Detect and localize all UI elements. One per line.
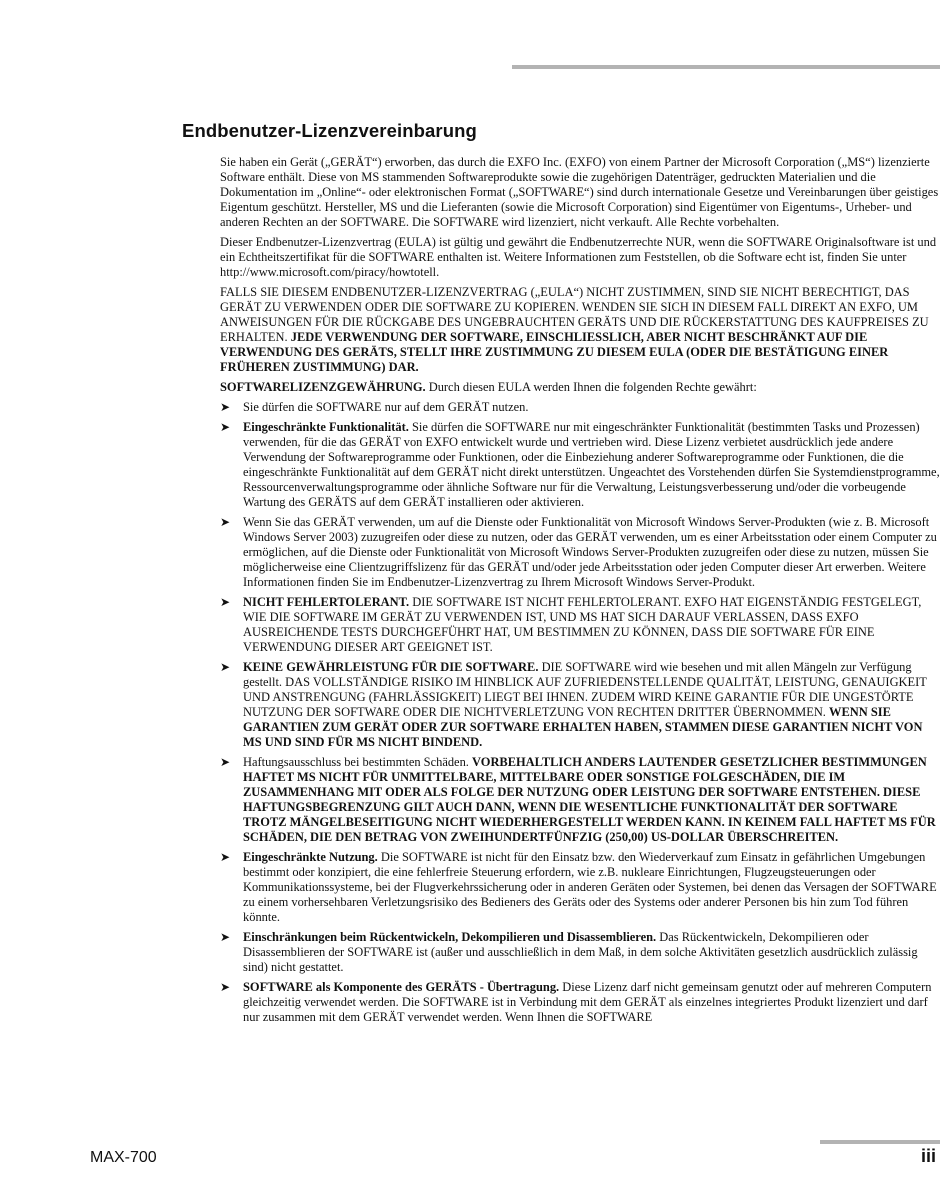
list-item: [220, 755, 940, 845]
header-rule: [512, 65, 940, 69]
consent-paragraph: [220, 285, 940, 375]
item-text: Diese Lizenz darf nicht gemeinsam genutzt oder auf mehreren Computern gleichzeitig verwendet werden. Die SOFTWARE ist in Verbindung mit dem GERÄT als einzelnes integriertes Produkt lizenziert und darf nur zusammen mit dem GERÄT verwendet werden. Wenn Ihnen die SOFTWARE: [243, 980, 932, 1024]
arrow-bullet-icon: ➤: [220, 755, 231, 769]
item-text: Sie dürfen die SOFTWARE nur auf dem GERÄT nutzen.: [243, 400, 529, 414]
arrow-bullet-icon: ➤: [220, 400, 231, 414]
list-item: [220, 660, 940, 750]
consent-bold-text: JEDE VERWENDUNG DER SOFTWARE, EINSCHLIESSLICH, ABER NICHT BESCHRÄNKT AUF DIE VERWENDUNG DES GERÄTS, STELLT IHRE ZUSTIMMUNG ZU DIESEM EULA (ODER DIE BESTÄTIGUNG EINER FRÜHEREN ZUSTIMMUNG) DAR.: [220, 330, 889, 374]
footer-product-name: MAX-700: [90, 1149, 157, 1166]
arrow-bullet-icon: ➤: [220, 660, 231, 674]
page-title: Endbenutzer-Lizenzvereinbarung: [182, 120, 477, 141]
item-bold-text: VORBEHALTLICH ANDERS LAUTENDER GESETZLICHER BESTIMMUNGEN HAFTET MS NICHT FÜR UNMITTELBARE, MITTELBARE ODER SONSTIGE FOLGESCHÄDEN, DIE IM ZUSAMMENHANG MIT ODER ALS FOLGE DER NUTZUNG ODER LEISTUNG DER SOFTWARE ENTSTEHEN. DIESE HAFTUNGSBEGRENZUNG GILT AUCH DANN, WENN DIE WESENTLICHE FUNKTIONALITÄT DER SOFTWARE TROTZ MÄNGELBESEITIGUNG NICHT WIEDERHERGESTELLT WERDEN KANN. IN KEINEM FALL HAFTET MS FÜR SCHÄDEN, DIE DEN BETRAG VON ZWEIHUNDERTFÜNFZIG (250,00) US-DOLLAR ÜBERSCHREITEN.: [243, 755, 936, 844]
item-text: Wenn Sie das GERÄT verwenden, um auf die Dienste oder Funktionalität von Microsoft Windows Server-Produkten (wie z. B. Microsoft Windows Server 2003) zuzugreifen oder diese zu nutzen, oder das GERÄT verwenden, um es einer Arbeitsstation oder einem Computer zu ermöglichen, auf die Dienste oder Funktionalität von Microsoft Windows Server-Produkten zuzugreifen oder diese zu nutzen, müssen Sie möglicherweise eine Clientzugriffslizenz für das GERÄT und/oder jede Arbeitsstation oder jeden Computer dieser Art erwerben. Weitere Informationen finden Sie im Endbenutzer-Lizenzvertrag zu Ihrem Microsoft Windows Server-Produkt.: [243, 515, 937, 589]
grant-paragraph: [220, 380, 940, 395]
arrow-bullet-icon: ➤: [220, 595, 231, 609]
footer-page-number: iii: [920, 1146, 936, 1166]
grant-heading: SOFTWARELIZENZGEWÄHRUNG.: [220, 380, 426, 394]
arrow-bullet-icon: ➤: [220, 930, 231, 944]
footer-rule: [820, 1140, 940, 1144]
item-text: Die SOFTWARE ist nicht für den Einsatz bzw. den Wiederverkauf zum Einsatz in gefährlichen Umgebungen bestimmt oder konzipiert, die eine fehlerfreie Steuerung erfordern, wie z.B. nukleare Einrichtungen, Flugzeugsteuerungen oder Kommunikationssysteme, bei der Flugverkehrssicherung oder in anderen Geräten oder Systemen, bei denen das Versagen der SOFTWARE zu einem vorhersehbaren Verletzungsrisiko des Bedieners des Geräts oder des Systems oder anderer Personen bis hin zum Tod führen könnte.: [243, 850, 937, 924]
license-body: [220, 155, 940, 1030]
consent-text: FALLS SIE DIESEM ENDBENUTZER-LIZENZVERTRAG („EULA“) NICHT ZUSTIMMEN, SIND SIE NICHT BERECHTIGT, DAS GERÄT ZU VERWENDEN ODER DIE SOFTWARE ZU KOPIEREN. WENDEN SIE SICH IN DIESEM FALL DIREKT AN EXFO, UM ANWEISUNGEN FÜR DIE RÜCKGABE DES UNGEBRAUCHTEN GERÄTS UND DIE RÜCKERSTATTUNG DES KAUFPREISES ZU ERHALTEN.: [220, 285, 929, 344]
arrow-bullet-icon: ➤: [220, 850, 231, 864]
list-item: [220, 515, 940, 590]
item-text: DIE SOFTWARE IST NICHT FEHLERTOLERANT. EXFO HAT EIGENSTÄNDIG FESTGELEGT, WIE DIE SOFTWARE IM GERÄT ZU VERWENDEN IST, UND MS HAT SICH DARAUF VERLASSEN, DASS EXFO AUSREICHENDE TESTS DURCHGEFÜHRT HAT, UM BESTIMMEN ZU KÖNNEN, DASS DIE SOFTWARE FÜR EINE VERWENDUNG DIESER ART GEEIGNET IST.: [243, 595, 922, 654]
eula-validity-paragraph: Dieser Endbenutzer-Lizenzvertrag (EULA) ist gültig und gewährt die Endbenutzerrechte NUR, wenn die SOFTWARE Originalsoftware ist und ein Echtheitszertifikat für die SOFTWARE enthalten ist. Weitere Informationen zum Feststellen, ob die Software echt ist, finden Sie unter http://www.microsoft.com/piracy/howtotell.: [220, 235, 937, 279]
list-item: [220, 980, 940, 1025]
intro-paragraph: Sie haben ein Gerät („GERÄT“) erworben, das durch die EXFO Inc. (EXFO) von einem Partner der Microsoft Corporation („MS“) lizenzierte Software enthält. Diese von MS stammenden Softwareprodukte sowie die zugehörigen Datenträger, gedruckten Materialien und die Dokumentation im „Online“- oder elektronischen Format („SOFTWARE“) sind durch internationale Gesetze und Vereinbarungen über geistiges Eigentum geschützt. Hersteller, MS und die Lieferanten (sowie die Microsoft Corporation) sind Eigentümer von Eigentums-, Urheber- und anderen Rechten an der SOFTWARE. Die SOFTWARE wird lizenziert, nicht verkauft. Alle Rechte vorbehalten.: [220, 155, 939, 229]
item-text: Das Rückentwickeln, Dekompilieren oder Disassemblieren der SOFTWARE ist (außer und ausschließlich in dem Maß, in dem solche Aktivitäten gesetzlich ausdrücklich zulässig sind) nicht gestattet.: [243, 930, 918, 974]
list-item: [220, 595, 940, 655]
item-text: DIE SOFTWARE wird wie besehen und mit allen Mängeln zur Verfügung gestellt. DAS VOLLSTÄNDIGE RISIKO IM HINBLICK AUF ZUFRIEDENSTELLENDE QUALITÄT, LEISTUNG, GENAUIGKEIT UND ANSTRENGUNG (FAHRLÄSSIGKEIT) LIEGT BEI IHNEN. ZUDEM WIRD KEINE GARANTIE FÜR DIE UNGESTÖRTE NUTZUNG DER SOFTWARE ODER DIE NICHTVERLETZUNG VON RECHTEN DRITTER ÜBERNOMMEN.: [243, 660, 927, 719]
arrow-bullet-icon: ➤: [220, 515, 231, 529]
item-text: Haftungsausschluss bei bestimmten Schäden.: [243, 755, 469, 769]
list-item: [220, 850, 940, 925]
list-item: [220, 400, 940, 415]
item-heading: Einschränkungen beim Rückentwickeln, Dekompilieren und Disassemblieren.: [243, 930, 657, 944]
item-bold-text: WENN SIE GARANTIEN ZUM GERÄT ODER ZUR SOFTWARE ERHALTEN HABEN, STAMMEN DIESE GARANTIEN NICHT VON MS UND SIND FÜR MS NICHT BINDEND.: [243, 705, 923, 749]
item-heading: NICHT FEHLERTOLERANT.: [243, 595, 410, 609]
arrow-bullet-icon: ➤: [220, 980, 231, 994]
item-heading: KEINE GEWÄHRLEISTUNG FÜR DIE SOFTWARE.: [243, 660, 539, 674]
grant-text: Durch diesen EULA werden Ihnen die folgenden Rechte gewährt:: [428, 380, 757, 394]
arrow-bullet-icon: ➤: [220, 420, 231, 434]
rights-list: [220, 400, 940, 1025]
item-heading: SOFTWARE als Komponente des GERÄTS - Übertragung.: [243, 980, 560, 994]
item-heading: Eingeschränkte Nutzung.: [243, 850, 378, 864]
list-item: [220, 420, 940, 510]
list-item: [220, 930, 940, 975]
item-heading: Eingeschränkte Funktionalität.: [243, 420, 409, 434]
item-text: Sie dürfen die SOFTWARE nur mit eingeschränkter Funktionalität (bestimmten Tasks und Prozessen) verwenden, für die das GERÄT von EXFO entwickelt wurde und vertrieben wird. Diese Lizenz verbietet ausdrücklich jede andere Verwendung der Softwareprogramme oder Funktionen, oder die Einbeziehung anderer Softwareprogramme oder Funktionen, die die eingeschränkte Funktionalität auf dem GERÄT nicht direkt unterstützen. Ungeachtet des Vorstehenden dürfen Sie Systemdienstprogramme, Ressourcenverwaltungsprogramme oder ähnliche Software nur für die Verwaltung, Leistungsverbesserung und/oder die vorbeugende Wartung des GERÄTS auf dem GERÄT installieren oder aktivieren.: [243, 420, 940, 509]
